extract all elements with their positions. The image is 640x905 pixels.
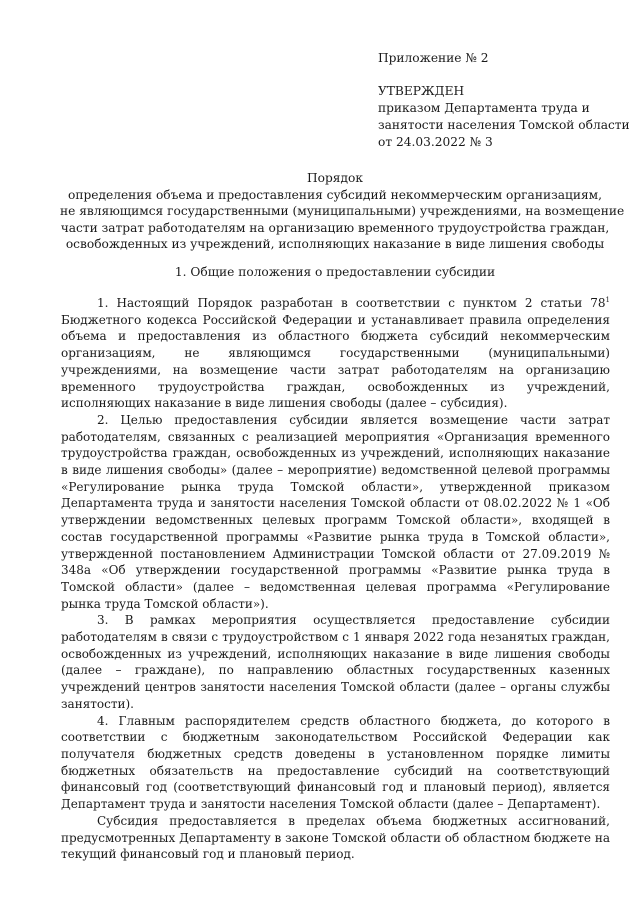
approval-order-line-1: приказом Департамента труда и — [378, 101, 590, 115]
paragraph-5: Субсидия предоставляется в пределах объема бюджетных ассигнований, предусмотренных Департаменту в законе Томской области об областном бюджете на текущий финансовый год и плановый период. — [61, 813, 610, 862]
paragraph-3: 3. В рамках мероприятия осуществляется предоставление субсидии работодателям в связи с трудоустройством с 1 января 2022 года незанятых граждан, освобожденных из учреждений, исполняющих наказание в виде лишения свободы (далее – граждане), по направлению областных государственных казенных учреждений центров занятости населения Томской области (далее – органы службы занятости). — [61, 613, 610, 711]
document-subtitle-line-3: части затрат работодателям на организацию временного трудоустройства граждан, — [60, 220, 610, 235]
document-subtitle-line-4: освобожденных из учреждений, исполняющих наказание в виде лишения свободы — [65, 237, 605, 252]
section-heading: 1. Общие положения о предоставлении субсидии — [174, 265, 496, 279]
paragraph-1-rest: Бюджетного кодекса Российской Федерации и устанавливает правила определения объема и предоставления из областного бюджета субсидий некоммерческим организациям, не являющимся государственными (муниципальными) учреждениями, на возмещение части затрат работодателям на организацию временного трудоустройства граждан, освобожденных из учреждений, исполняющих наказание в виде лишения свободы (далее – субсидия). — [61, 312, 610, 411]
document-subtitle-line-2: не являющимся государственными (муниципальными) учреждениями, на возмещение — [60, 204, 625, 219]
paragraph-1-start: 1. Настоящий Порядок разработан в соответствии с пунктом 2 статьи 78 — [97, 296, 606, 310]
document-subtitle-line-1: определения объема и предоставления субсидий некоммерческим организациям, — [68, 187, 602, 202]
paragraph-2: 2. Целью предоставления субсидии является возмещение части затрат работодателям, связанных с реализацией мероприятия «Организация временного трудоустройства граждан, освобожденных из учреждений, исполняющих наказание в виде лишения свободы» (далее – мероприятие) ведомственной целевой программы «Регулирование рынка труда Томской области», утвержденной приказом Департамента труда и занятости населения Томской области от 08.02.2022 № 1 «Об утверждении ведомственных целевых программ Томской области», входящей в состав государственной программы «Развитие рынка труда в Томской области», утвержденной постановлением Администрации Томской области от 27.09.2019 № 348а «Об утверждении государственной программы «Развитие рынка труда в Томской области» (далее – ведомственная целевая программа «Регулирование рынка труда Томской области»). — [61, 412, 610, 611]
approval-block — [378, 50, 628, 151]
paragraph-4: 4. Главным распорядителем средств областного бюджета, до которого в соответствии с бюджетным законодательством Российской Федерации как получателя бюджетных средств доведены в установленном порядке лимиты бюджетных обязательств на предоставление субсидий на соответствующий финансовый год (соответствующий финансовый год и плановый период), является Департамент труда и занятости населения Томской области (далее – Департамент). — [61, 713, 610, 812]
paragraph-1 — [61, 295, 610, 412]
document-title-block — [60, 170, 625, 253]
approved-stamp-text: УТВЕРЖДЕН — [378, 84, 465, 98]
document-body — [61, 295, 610, 863]
article-superscript: 1 — [605, 296, 610, 304]
document-title: Порядок — [307, 171, 363, 185]
appendix-label: Приложение № 2 — [378, 51, 489, 65]
approval-order-line-2: занятости населения Томской области — [378, 118, 630, 132]
approval-order-line-3: от 24.03.2022 № 3 — [378, 135, 493, 149]
approval-spacer — [378, 67, 628, 83]
